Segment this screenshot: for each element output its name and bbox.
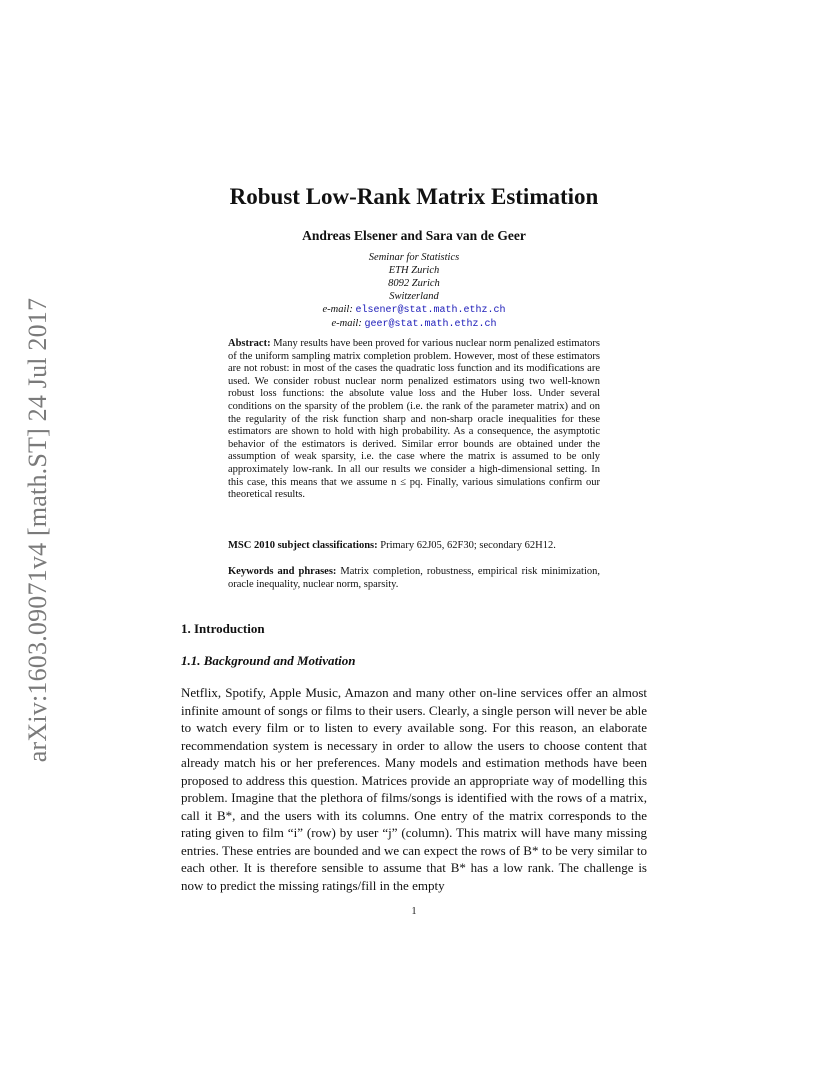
msc-text: Primary 62J05, 62F30; secondary 62H12. <box>377 540 556 551</box>
arxiv-stamp-text: arXiv:1603.09071v4 [math.ST] 24 Jul 2017 <box>23 297 53 763</box>
email-label: e-mail: <box>322 304 356 315</box>
abstract-label: Abstract: <box>228 338 271 349</box>
affiliation-line: ETH Zurich <box>388 265 440 276</box>
abstract <box>228 338 600 502</box>
email-row <box>0 317 828 331</box>
section-heading: 1. Introduction <box>181 621 265 636</box>
keywords-text: Matrix completion, robustness, empirical risk minimization, oracle inequality, nuclear norm, sparsity. <box>228 566 600 590</box>
affiliation-block <box>0 251 828 331</box>
email-link-2[interactable]: geer@stat.math.ethz.ch <box>364 319 497 330</box>
subsection-heading: 1.1. Background and Motivation <box>181 653 356 668</box>
email-row <box>0 303 828 317</box>
paper-authors: Andreas Elsener and Sara van de Geer <box>302 228 526 243</box>
email-link-1[interactable]: elsener@stat.math.ethz.ch <box>355 305 506 316</box>
affiliation-line: Switzerland <box>389 291 439 302</box>
msc-label: MSC 2010 subject classifications: <box>228 540 378 551</box>
body-paragraph: Netflix, Spotify, Apple Music, Amazon and many other on-line services offer an almost infinite amount of songs or films to their users. Clearly, a single person will never be able to watch every film or to listen to every available song. For this reason, an elaborate recommendation system is necessary in order to allow the users to choose content that already match his or her preferences. Many models and estimation methods have been proposed to address this question. Matrices provide an appropriate way of modelling this problem. Imagine that the plethora of films/songs is identified with the rows of a matrix, call it B*, and the users with its columns. One entry of the matrix corresponds to the rating given to film “i” (row) by user “j” (column). This matrix will have many missing entries. These entries are bounded and we can expect the rows of B* to be very similar to each other. It is therefore sensible to assume that B* has a low rank. The challenge is now to predict the missing ratings/fill in the empty <box>181 685 647 893</box>
keywords <box>228 566 600 591</box>
msc-classifications <box>228 540 600 553</box>
affiliation-line: Seminar for Statistics <box>368 252 460 263</box>
page-number: 1 <box>411 906 417 917</box>
arxiv-stamp <box>18 285 58 775</box>
email-label: e-mail: <box>331 318 365 329</box>
keywords-label: Keywords and phrases: <box>228 566 337 577</box>
abstract-text: Many results have been proved for various nuclear norm penalized estimators of the uniform sampling matrix completion problem. However, most of these estimators are not robust: in most of the cases the quadratic loss function and its modifications are used. We consider robust nuclear norm penalized estimators using two well-known robust loss functions: the absolute value loss and the Huber loss. Under several conditions on the sparsity of the problem (i.e. the rank of the parameter matrix) and on the regularity of the risk function sharp and non-sharp oracle inequalities for these estimators are shown to hold with high probability. As a consequence, the asymptotic behavior of the estimators is derived. Similar error bounds are obtained under the assumption of weak sparsity, i.e. the case where the matrix is assumed to be only approximately low-rank. In all our results we consider a high-dimensional setting. In this case, this means that we assume n ≤ pq. Finally, various simulations confirm our theoretical results. <box>228 338 600 501</box>
paper-title: Robust Low-Rank Matrix Estimation <box>229 184 599 209</box>
affiliation-line: 8092 Zurich <box>388 278 440 289</box>
